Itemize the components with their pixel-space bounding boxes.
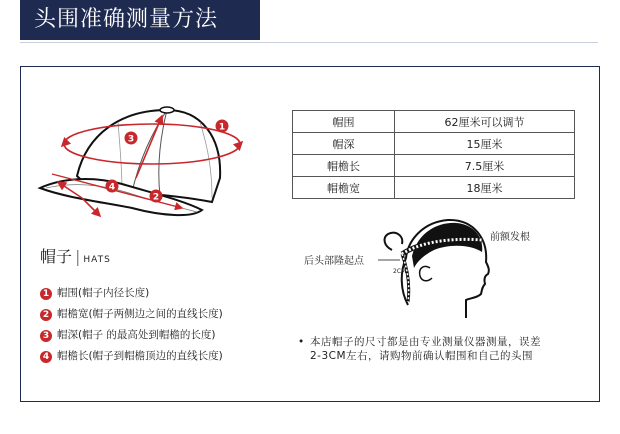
legend-text: 帽深(帽子 的最高处到帽檐的长度): [57, 329, 216, 341]
table-row: [293, 177, 575, 199]
legend-item: [40, 346, 223, 367]
hats-heading: 帽子 | HATS: [40, 247, 111, 266]
cap-marker-4: [106, 180, 119, 193]
svg-text:4: 4: [108, 182, 116, 193]
spec-value: 18厘米: [395, 177, 575, 199]
spec-label: 帽檐宽: [293, 177, 395, 199]
number-badge-icon: 2: [40, 309, 52, 321]
title-divider: [20, 42, 598, 43]
page-title: 头围准确测量方法: [20, 0, 260, 40]
spec-value: 7.5厘米: [395, 155, 575, 177]
bullet-icon: •: [298, 336, 305, 348]
measurement-legend: [40, 283, 223, 367]
spec-label: 帽深: [293, 133, 395, 155]
note-line-1: 本店帽子的尺寸都是由专业测量仪器测量，误差: [310, 336, 541, 348]
cap-marker-3: [125, 132, 138, 145]
legend-item: [40, 283, 223, 304]
svg-text:2: 2: [152, 192, 160, 203]
number-badge-icon: 3: [40, 330, 52, 342]
hats-heading-cn: 帽子: [40, 247, 73, 266]
cap-marker-2: [150, 190, 163, 203]
front-hairline-label: 前额发根: [490, 232, 530, 243]
cap-illustration: [32, 98, 252, 238]
spec-value: 15厘米: [395, 133, 575, 155]
hats-heading-en: HATS: [83, 255, 111, 265]
table-row: [293, 133, 575, 155]
head-measure-illustration: [378, 210, 503, 320]
gap-2cm-label: 2CM: [393, 268, 407, 275]
legend-text: 帽檐长(帽子到帽檐顶边的直线长度): [57, 350, 223, 362]
note-line-2: 2-3CM左右，请购物前确认帽围和自己的头围: [310, 350, 534, 362]
measurement-note: [300, 335, 541, 363]
spec-label: 帽檐长: [293, 155, 395, 177]
cap-marker-1: [216, 120, 229, 133]
legend-text: 帽檐宽(帽子两侧边之间的直线长度): [57, 308, 223, 320]
spec-value: 62厘米可以调节: [395, 111, 575, 133]
spec-label: 帽围: [293, 111, 395, 133]
table-row: [293, 111, 575, 133]
number-badge-icon: 1: [40, 288, 52, 300]
table-row: [293, 155, 575, 177]
svg-text:1: 1: [218, 122, 226, 133]
legend-item: [40, 304, 223, 325]
size-spec-table: [292, 110, 575, 199]
legend-text: 帽围(帽子内径长度): [57, 287, 150, 299]
back-head-label: 后头部隆起点: [304, 256, 364, 267]
number-badge-icon: 4: [40, 351, 52, 363]
legend-item: [40, 325, 223, 346]
svg-text:3: 3: [127, 134, 135, 145]
